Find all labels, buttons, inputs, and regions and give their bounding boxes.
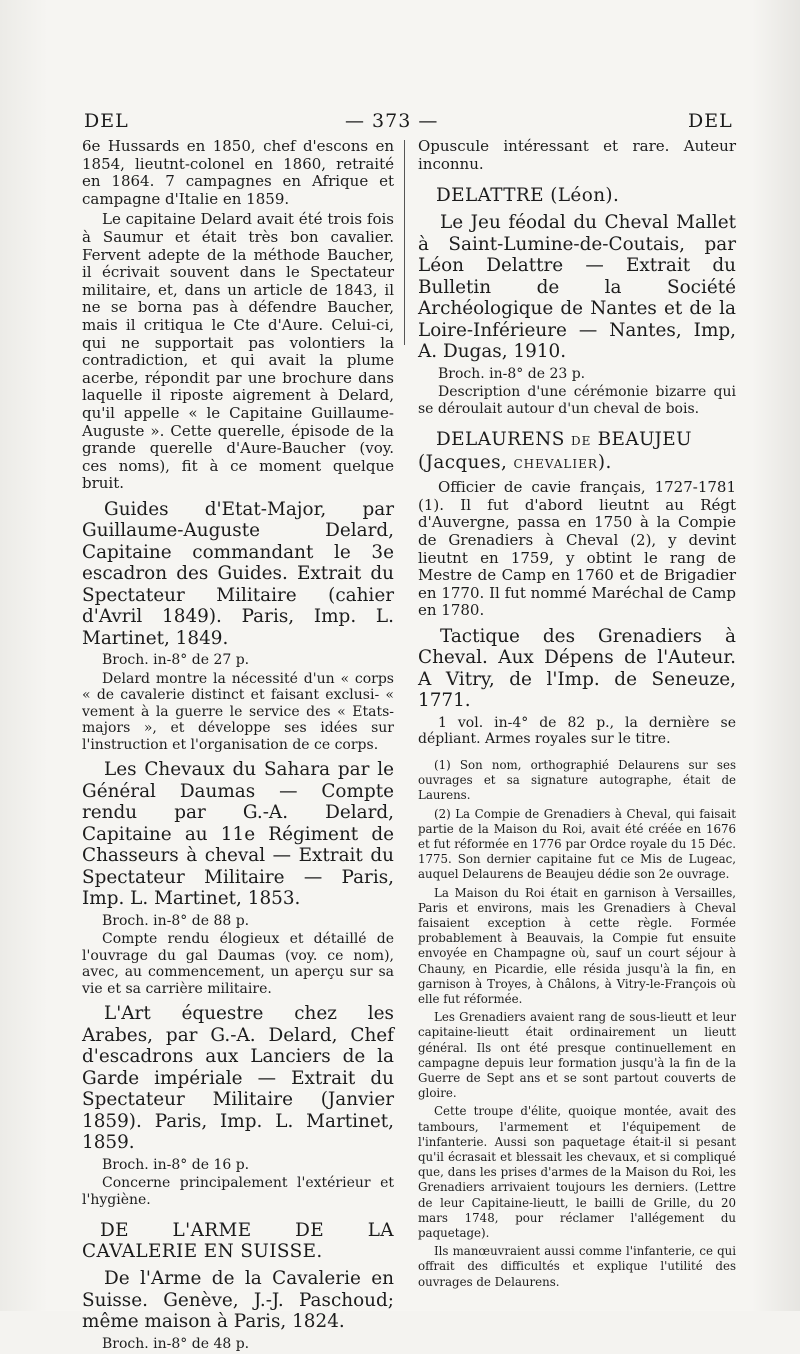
section-heading: DE L'ARME DE LA CAVALERIE EN SUISSE. (82, 1220, 394, 1263)
entry-title: Les Chevaux du Sahara par le Général Daumas — Compte rendu par G.-A. Delard, Capitaine au 11e Régiment de Chasseurs à cheval — Extrait du Spectateur Militaire — Paris, Imp. L. Martinet, 1853. (82, 759, 394, 910)
entry-note: Delard montre la nécessité d'un « corps « de cavalerie distinct et faisant exclusi- « vement à la guerre le service des « Etats-majors », et développe ses idées sur l'instruction et l'organisation de ce corps. (82, 670, 394, 753)
entry-format: Broch. in-8° de 16 p. (102, 1156, 250, 1173)
right-column (418, 138, 736, 1293)
delard-bio-text: Le capitaine Delard avait été trois fois à Saumur et était très bon cavalier. Fervent adepte de la méthode Baucher, il écrivait souvent dans le Spectateur militaire, et, dans un article de 1843, il ne se borna pas à défendre Baucher, mais il critiqua le Cte d'Aure. Celui-ci, qui ne supportait pas volontiers la contradiction, et qui avait la plume acerbe, répondit par une brochure dans laquelle il riposte aigrement à Delard, qu'il appelle « le Capitaine Guillaume-Auguste ». Cette querelle, épisode de la grande querelle d'Aure-Baucher (voy. ces noms), fit à ce moment quelque bruit. (82, 210, 394, 493)
running-head-right: DEL (688, 110, 733, 132)
delaurens-bio-text: Officier de cavie français, 1727-1781 (1). Il fut d'abord lieutnt au Régt d'Auvergne, passa en 1750 à la Compie de Grenadiers à Cheval (2), y devint lieutnt en 1759, y obtint le rang de Mestre de Camp en 1760 et de Brigadier en 1770. Il fut nommé Maréchal de Camp en 1780. (418, 478, 736, 620)
entry-format: Broch. in-8° de 88 p. (102, 912, 250, 929)
delard-career-text: 6e Hussards en 1850, chef d'escons en 1854, lieutnt-colonel en 1860, retraité en 1864. 7 campagnes en Afrique et campagne d'Italie en 1859. (82, 137, 394, 208)
entry-format: Broch. in-8° de 27 p. (102, 652, 250, 669)
column-rule (404, 140, 405, 345)
entry-format: 1 vol. in-4° de 82 p., la dernière se dépliant. Armes royales sur le titre. (418, 714, 736, 748)
continuation-note: Opuscule intéressant et rare. Auteur inconnu. (418, 137, 736, 173)
footnote: Ils manœuvraient aussi comme l'infanterie, ce qui offrait des difficultés et explique l'utilité des ouvrages de Delaurens. (418, 1244, 736, 1289)
entry-title: Le Jeu féodal du Cheval Mallet à Saint-Lumine-de-Coutais, par Léon Delattre — Extrait du Bulletin de la Société Archéologique de Nantes et de la Loire-Inférieure — Nantes, Imp, A. Dugas, 1910. (418, 212, 736, 363)
footnotes (418, 758, 736, 1290)
entry-title: Tactique des Grenadiers à Cheval. Aux Dépens de l'Auteur. A Vitry, de l'Imp. de Seneuze, 1771. (418, 625, 736, 712)
author-heading-delattre: DELATTRE (Léon). (436, 185, 620, 207)
author-name-rest: BEAUJEU (597, 429, 692, 451)
footnote: Cette troupe d'élite, quoique montée, avait des tambours, l'armement et l'équipement de l'infanterie. Aussi son paquetage était-il si pesant qu'il écrasait et blessait les chevaux, et si compliqué que, dans les prises d'armes de la Maison du Roi, les Grenadiers arrivaient toujours les derniers. (Lettre de leur Capitaine-lieutt, le bailli de Grille, du 20 mars 1748, pour réclamer l'allégement du paquetage). (418, 1104, 736, 1241)
author-name: DELAURENS (436, 429, 565, 451)
page-number: — 373 — (345, 110, 439, 132)
running-head-left: DEL (84, 110, 129, 132)
entry-format: Broch. in-8° de 48 p. (102, 1335, 250, 1352)
author-particle: DE (570, 434, 592, 449)
footnote: (2) La Compie de Grenadiers à Cheval, qui faisait partie de la Maison du Roi, avait été créée en 1676 et fut réformée en 1776 par Ordce royale du 15 Déc. 1775. Son dernier capitaine fut ce Mis de Lugeac, auquel Delaurens de Beaujeu dédie son 2e ouvrage. (418, 806, 736, 882)
author-rank: CHEVALIER (513, 457, 598, 472)
entry-note: Concerne principalement l'extérieur et l'hygiène. (82, 1175, 394, 1208)
author-heading-close: ). (597, 452, 612, 474)
entry-note: Description d'une cérémonie bizarre qui se déroulait autour d'un cheval de bois. (418, 384, 736, 417)
entry-title: Guides d'Etat-Major, par Guillaume-Auguste Delard, Capitaine commandant le 3e escadron des Guides. Extrait du Spectateur Militaire (cahier d'Avril 1849). Paris, Imp. L. Martinet, 1849. (82, 498, 394, 649)
footnote: (1) Son nom, orthographié Delaurens sur ses ouvrages et sa signature autographe, était de Laurens. (418, 757, 736, 803)
footnote: La Maison du Roi était en garnison à Versailles, Paris et environs, mais les Grenadiers à Cheval faisaient exception à cette règle. Formée probablement à Beauvais, la Compie fut ensuite envoyée en Champagne où, sauf un court séjour à Chauny, en Picardie, elle résida jusqu'à la fin, en garnison à Troyes, à Châlons, à Vitry-le-François où elle fut réformée. (418, 885, 736, 1006)
entry-format: Broch. in-8° de 23 p. (438, 365, 586, 382)
left-column (82, 138, 394, 1354)
entry-title: L'Art équestre chez les Arabes, par G.-A. Delard, Chef d'escadrons aux Lanciers de la Garde impériale — Extrait du Spectateur Militaire (Janvier 1859). Paris, Imp. L. Martinet, 1859. (82, 1003, 394, 1154)
author-heading-delaurens (418, 429, 736, 475)
author-forename: (Jacques, (418, 452, 508, 474)
entry-note: Compte rendu élogieux et détaillé de l'ouvrage du gal Daumas (voy. ce nom), avec, au commencement, un aperçu sur sa vie et sa carrière militaire. (82, 931, 394, 997)
footnote: Les Grenadiers avaient rang de sous-lieutt et leur capitaine-lieutt était ordinairement un lieutt général. Ils ont été presque continuellement en campagne depuis leur formation jusqu'à la fin de la Guerre de Sept ans et se sont partout couverts de gloire. (418, 1010, 736, 1101)
entry-title: De l'Arme de la Cavalerie en Suisse. Genève, J.-J. Paschoud; même maison à Paris, 1824. (82, 1268, 394, 1333)
